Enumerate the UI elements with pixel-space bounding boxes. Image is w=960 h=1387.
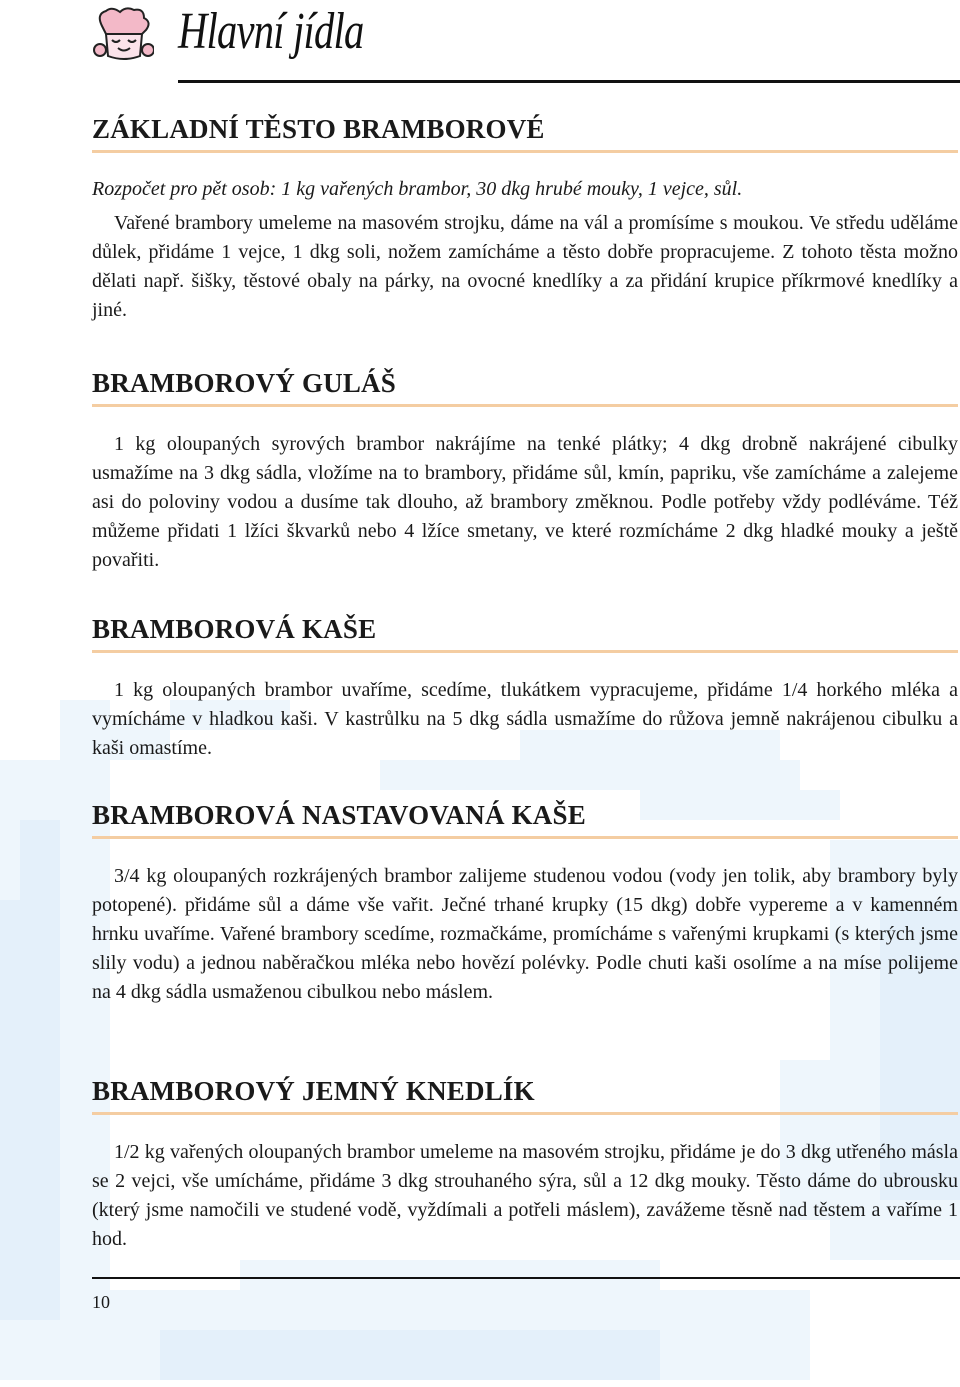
section-divider [92,650,958,653]
section-divider [92,150,958,153]
header-divider [178,80,960,83]
recipe-section [92,1074,958,1254]
section-title: BRAMBOROVÁ KAŠE [92,614,377,644]
recipe-section [92,798,958,1007]
section-title: ZÁKLADNÍ TĚSTO BRAMBOROVÉ [92,114,545,144]
section-body: 1 kg oloupaných brambor uvaříme, scedíme, tlukátkem vypracujeme, přidáme 1/4 horkého mléka a vymícháme v hladkou kaši. V kastrůlku na 5 dkg sádla usmažíme do růžova jemně nakrájenou cibulku a kaši omastíme. [92,679,958,759]
section-divider [92,836,958,839]
section-divider [92,1112,958,1115]
recipe-section [92,366,958,575]
page-header [0,0,960,90]
recipe-section [92,112,958,325]
section-body: 3/4 kg oloupaných rozkrájených brambor zalijeme studenou vodou (vody jen tolik, aby brambory byly potopené). přidáme sůl a dáme vše vařit. Ječné trhané krupky (15 dkg) dobře vypereme a v kamenném hrnku uvaříme. Vařené brambory scedíme, rozmačkáme, promícháme s vařenými krupkami (s kterých jsme slily vodu) a jednou naběračkou mléka nebo hovězí polévky. Podle chuti kaši osolíme a na míse polijeme na 4 dkg sádla usmaženou cibulkou nebo máslem. [92,865,958,1003]
footer-divider [92,1277,960,1279]
recipe-section [92,612,958,763]
section-title: BRAMBOROVÝ JEMNÝ KNEDLÍK [92,1076,535,1106]
chef-logo-icon [92,6,154,62]
page-title: Hlavní jídla [178,3,364,60]
page-number: 10 [92,1292,110,1312]
section-body: 1 kg oloupaných syrových brambor nakrájíme na tenké plátky; 4 dkg drobně nakrájené cibulky usmažíme na 3 dkg sádla, vložíme na to brambory, přidáme sůl, kmín, papriku, vše zamícháme a zalejeme asi do poloviny vodou a dusíme tak dlouho, až brambory změknou. Podle potřeby vždy podléváme. Též můžeme přidati 1 lžíci škvarků nebo 4 lžíce smetany, ve které rozmícháme 2 dkg hladké mouky a ještě povařiti. [92,433,958,571]
section-body: Vařené brambory umeleme na masovém strojku, dáme na vál a promísíme s moukou. Ve středu uděláme důlek, přidáme 1 vejce, 1 dkg soli, nožem zamícháme a těsto dobře propracujeme. Z tohoto těsta možno dělati např. šišky, těstové obaly na párky, na ovocné knedlíky a za přidání krupice příkrmové knedlíky a jiné. [92,212,958,321]
section-body: 1/2 kg vařených oloupaných brambor umeleme na masovém strojku, přidáme je do 3 dkg utřeného másla se 2 vejci, vše umícháme, přidáme 3 dkg strouhaného sýra, sůl a 12 dkg mouky. Těsto dáme do ubrousku (který jsme namočili ve studené vodě, vyždímali a potřeli máslem), zavážeme těsně nad těstem a vaříme 1 hod. [92,1141,958,1250]
section-intro: Rozpočet pro pět osob: 1 kg vařených brambor, 30 dkg hrubé mouky, 1 vejce, sůl. [92,178,743,200]
section-title: BRAMBOROVÁ NASTAVOVANÁ KAŠE [92,800,586,830]
section-title: BRAMBOROVÝ GULÁŠ [92,368,396,398]
section-divider [92,404,958,407]
